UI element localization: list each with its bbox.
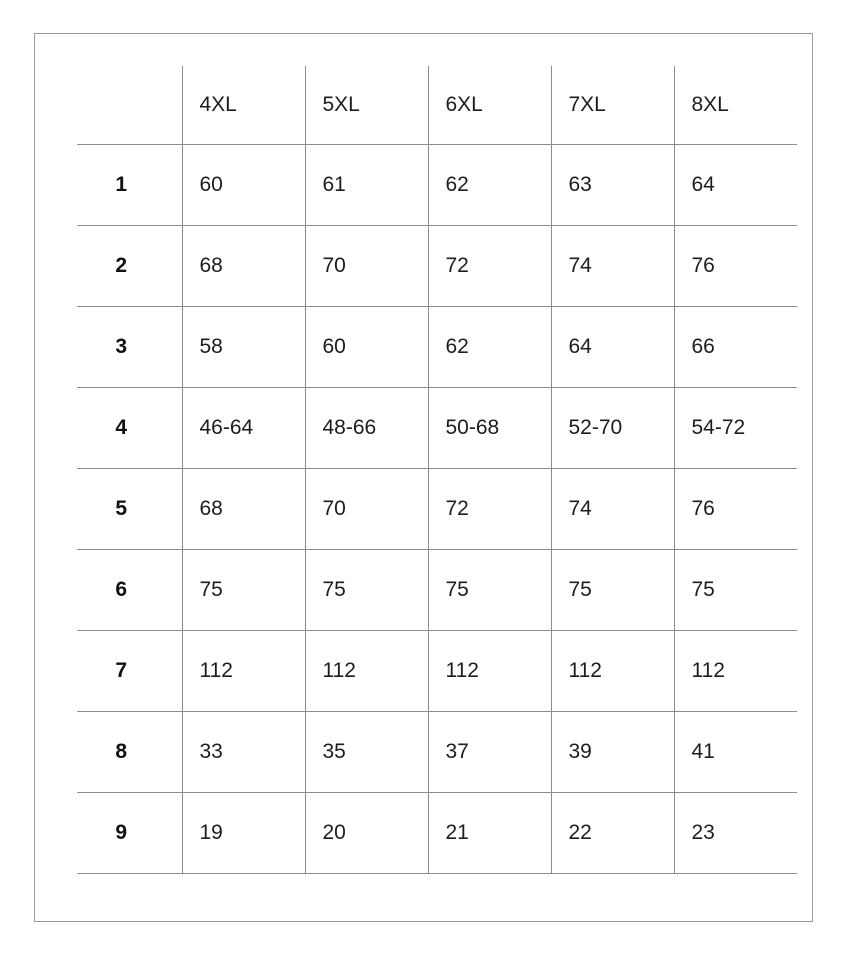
table-cell: 20 <box>305 793 428 874</box>
column-header-6xl: 6XL <box>428 66 551 145</box>
table-cell: 76 <box>674 469 797 550</box>
table-cell: 72 <box>428 469 551 550</box>
table-cell: 39 <box>551 712 674 793</box>
size-chart-table <box>77 66 797 874</box>
table-cell: 112 <box>305 631 428 712</box>
table-cell: 54-72 <box>674 388 797 469</box>
table-cell: 48-66 <box>305 388 428 469</box>
table-row <box>77 388 797 469</box>
row-label: 8 <box>77 712 182 793</box>
table-cell: 68 <box>182 226 305 307</box>
table-cell: 52-70 <box>551 388 674 469</box>
table-cell: 66 <box>674 307 797 388</box>
table-header-row <box>77 66 797 145</box>
table-cell: 68 <box>182 469 305 550</box>
row-label: 4 <box>77 388 182 469</box>
table-cell: 37 <box>428 712 551 793</box>
table-cell: 22 <box>551 793 674 874</box>
table-cell: 60 <box>182 145 305 226</box>
table-cell: 112 <box>428 631 551 712</box>
table-row <box>77 145 797 226</box>
table-row <box>77 307 797 388</box>
row-label: 6 <box>77 550 182 631</box>
table-cell: 23 <box>674 793 797 874</box>
table-cell: 76 <box>674 226 797 307</box>
table-cell: 46-64 <box>182 388 305 469</box>
table-cell: 64 <box>551 307 674 388</box>
table-row <box>77 631 797 712</box>
row-label: 3 <box>77 307 182 388</box>
row-label: 7 <box>77 631 182 712</box>
table-cell: 75 <box>551 550 674 631</box>
table-cell: 58 <box>182 307 305 388</box>
table-corner-cell <box>77 66 182 145</box>
table-row <box>77 226 797 307</box>
table-cell: 61 <box>305 145 428 226</box>
table-cell: 74 <box>551 226 674 307</box>
column-header-8xl: 8XL <box>674 66 797 145</box>
row-label: 9 <box>77 793 182 874</box>
column-header-7xl: 7XL <box>551 66 674 145</box>
table-cell: 112 <box>182 631 305 712</box>
table-cell: 70 <box>305 469 428 550</box>
table-cell: 62 <box>428 307 551 388</box>
row-label: 2 <box>77 226 182 307</box>
table-cell: 74 <box>551 469 674 550</box>
table-cell: 64 <box>674 145 797 226</box>
table-cell: 62 <box>428 145 551 226</box>
table-cell: 35 <box>305 712 428 793</box>
size-chart-container <box>77 66 797 874</box>
column-header-5xl: 5XL <box>305 66 428 145</box>
table-row <box>77 793 797 874</box>
table-cell: 112 <box>551 631 674 712</box>
table-cell: 60 <box>305 307 428 388</box>
table-cell: 112 <box>674 631 797 712</box>
table-cell: 75 <box>674 550 797 631</box>
row-label: 1 <box>77 145 182 226</box>
table-row <box>77 469 797 550</box>
table-body <box>77 145 797 874</box>
table-cell: 75 <box>182 550 305 631</box>
column-header-4xl: 4XL <box>182 66 305 145</box>
table-header <box>77 66 797 145</box>
table-cell: 50-68 <box>428 388 551 469</box>
row-label: 5 <box>77 469 182 550</box>
table-cell: 72 <box>428 226 551 307</box>
table-row <box>77 712 797 793</box>
table-cell: 75 <box>428 550 551 631</box>
table-cell: 41 <box>674 712 797 793</box>
table-border-frame <box>34 33 813 922</box>
table-cell: 21 <box>428 793 551 874</box>
table-cell: 70 <box>305 226 428 307</box>
table-cell: 75 <box>305 550 428 631</box>
table-cell: 63 <box>551 145 674 226</box>
table-cell: 33 <box>182 712 305 793</box>
table-row <box>77 550 797 631</box>
table-cell: 19 <box>182 793 305 874</box>
